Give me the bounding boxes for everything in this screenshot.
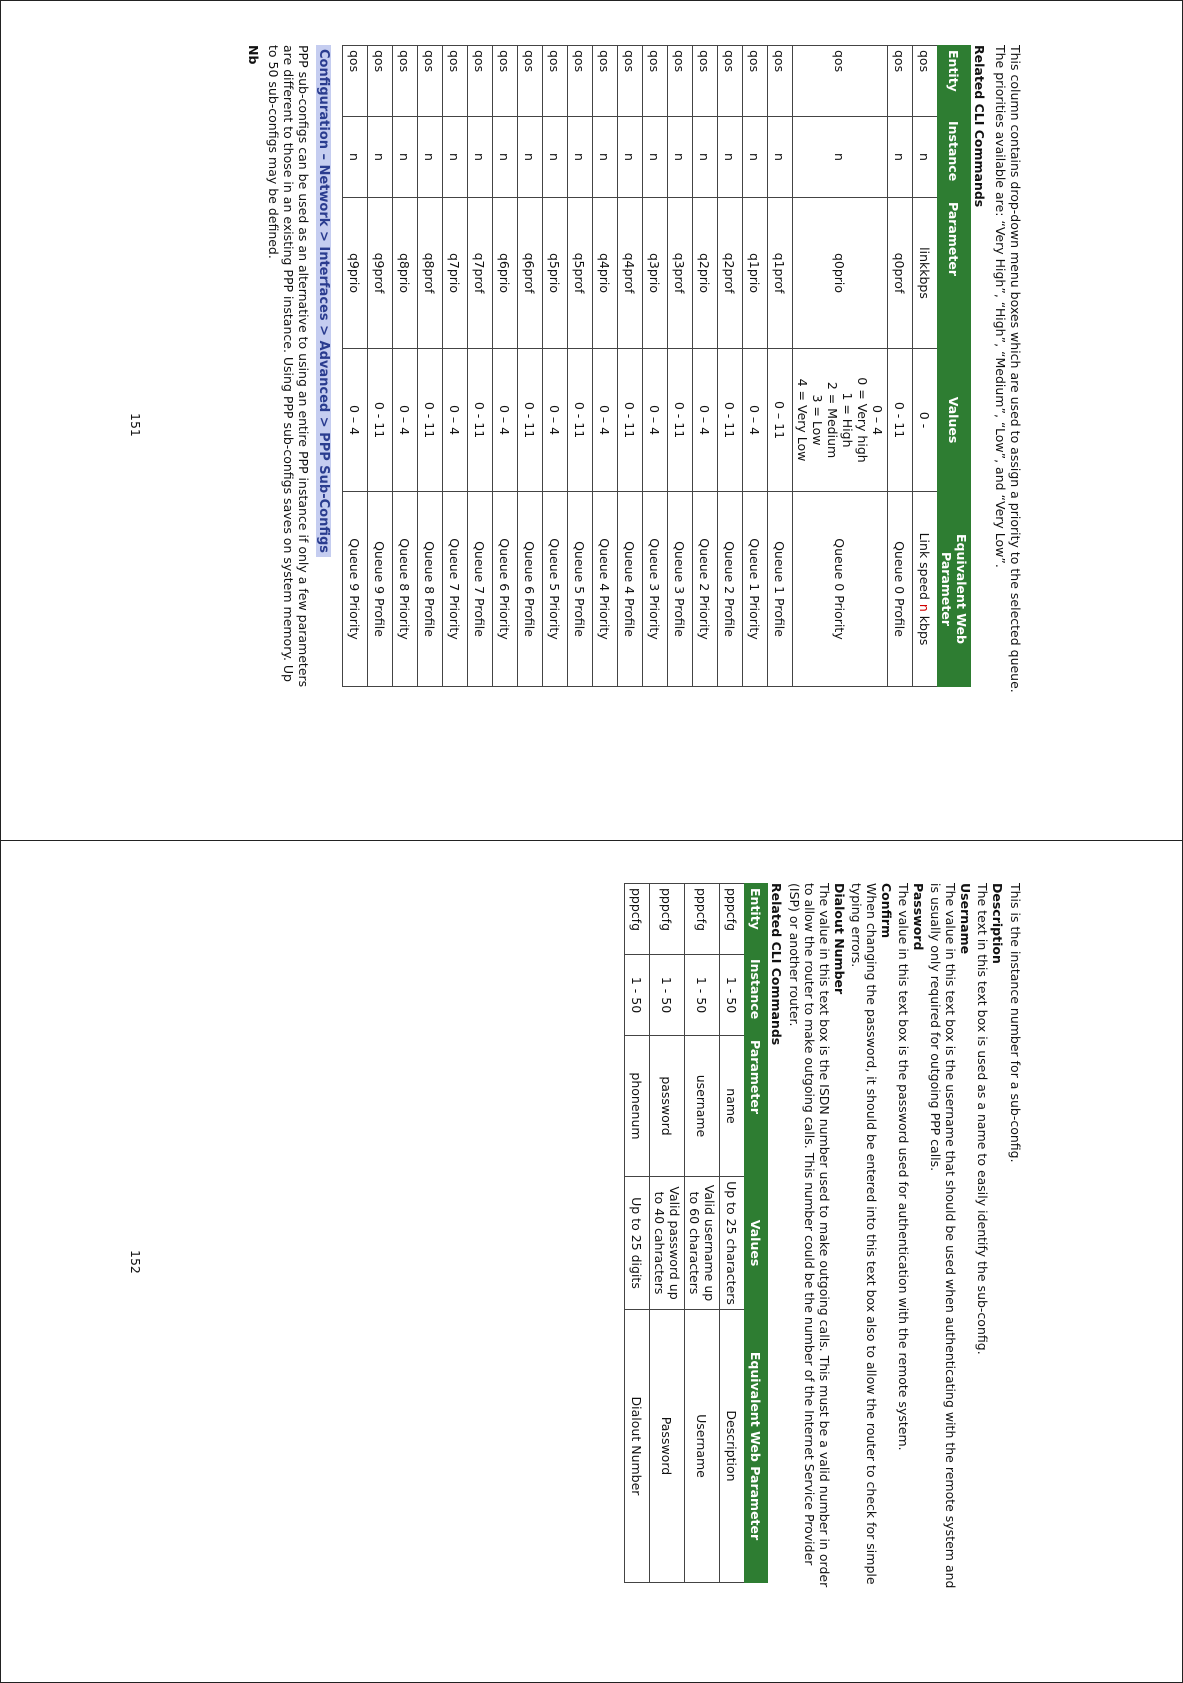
- cell-entity: qos: [718, 46, 743, 117]
- table-row: [720, 884, 745, 1583]
- field-text: The value in this text box is the username that should be used when authenticating with the remote system and is usually only required for outgoing PPP calls.: [928, 883, 958, 1589]
- cell-instance: n: [493, 117, 518, 198]
- cell-parameter: q2prof: [718, 198, 743, 349]
- table-row: [418, 46, 443, 687]
- table-header-row: [938, 46, 971, 687]
- field-text: The value in this text box is the ISDN number used to make outgoing calls. This must be a valid number in order to allow the router to make outgoing calls. This number could be the number of the Internet Service Provider (ISP) or another router.: [787, 883, 832, 1588]
- table-row: [718, 46, 743, 687]
- table-row: [343, 46, 368, 687]
- cell-entity: pppcfg: [625, 884, 650, 955]
- table-row: [618, 46, 643, 687]
- cell-values: 0 – 4: [593, 349, 618, 492]
- cell-parameter: q7prio: [443, 198, 468, 349]
- table-row: [643, 46, 668, 687]
- cell-web-parameter: Queue 1 Profile: [768, 492, 793, 687]
- cell-values: 0 – 4: [543, 349, 568, 492]
- cell-entity: qos: [618, 46, 643, 117]
- cell-parameter: q6prio: [493, 198, 518, 349]
- cell-values: 0 -: [913, 349, 938, 492]
- cell-entity: pppcfg: [685, 884, 720, 955]
- cell-parameter: q3prof: [668, 198, 693, 349]
- field-title: Dialout Number: [832, 883, 847, 995]
- cell-parameter: q2prio: [693, 198, 718, 349]
- cell-parameter: q9prio: [343, 198, 368, 349]
- cell-entity: qos: [668, 46, 693, 117]
- cell-entity: qos: [768, 46, 793, 117]
- cell-parameter: q0prio: [793, 198, 888, 349]
- cell-web-parameter: Queue 8 Priority: [393, 492, 418, 687]
- table-row: [568, 46, 593, 687]
- cell-web-parameter: Queue 9 Profile: [368, 492, 393, 687]
- header-entity: Entity: [745, 884, 768, 955]
- cell-web-parameter: Queue 0 Priority: [793, 492, 888, 687]
- cell-entity: qos: [518, 46, 543, 117]
- cell-values: 0 - 11: [468, 349, 493, 492]
- cell-instance: n: [793, 117, 888, 198]
- cell-parameter: q4prio: [593, 198, 618, 349]
- page-number-151: 151: [128, 413, 143, 437]
- cell-values: 0 - 11: [418, 349, 443, 492]
- cell-values: 0 - 11: [568, 349, 593, 492]
- header-instance: Instance: [745, 955, 768, 1036]
- field-text: The text in this text box is used as a name to easily identify the sub-config.: [975, 883, 990, 1355]
- cell-entity: qos: [643, 46, 668, 117]
- field-title: Password: [911, 883, 926, 951]
- table-row: [518, 46, 543, 687]
- cell-web-parameter: Queue 6 Priority: [493, 492, 518, 687]
- cell-values: 0 – 4: [493, 349, 518, 492]
- cell-web-parameter: Queue 5 Priority: [543, 492, 568, 687]
- header-parameter: Parameter: [938, 198, 971, 349]
- page-number-152: 152: [128, 1250, 143, 1274]
- cell-instance: n: [368, 117, 393, 198]
- cell-web-parameter: Queue 4 Profile: [618, 492, 643, 687]
- page-152-content: [624, 883, 1023, 1593]
- cell-parameter: q9prof: [368, 198, 393, 349]
- cell-entity: qos: [543, 46, 568, 117]
- cell-values: 0 - 11: [368, 349, 393, 492]
- cell-web-parameter: Queue 0 Profile: [888, 492, 913, 687]
- cell-web-parameter: Queue 7 Priority: [443, 492, 468, 687]
- cell-instance: n: [393, 117, 418, 198]
- cell-parameter: linkkbps: [913, 198, 938, 349]
- cell-entity: pppcfg: [650, 884, 685, 955]
- cell-entity: qos: [913, 46, 938, 117]
- cell-entity: qos: [793, 46, 888, 117]
- table-row: [913, 46, 938, 687]
- cell-web-parameter: Queue 3 Priority: [643, 492, 668, 687]
- cell-instance: n: [668, 117, 693, 198]
- table-row: [793, 46, 888, 687]
- cell-web-parameter: Username: [685, 1310, 720, 1583]
- intro-text: This column contains drop-down menu boxes which are used to assign a priority to the selected queue. The priorities available are: “Very High”, “High”, “Medium”, “Low”, and “Very Low”.: [993, 45, 1023, 693]
- cell-parameter: q5prof: [568, 198, 593, 349]
- cell-parameter: q0prof: [888, 198, 913, 349]
- field-text: When changing the password, it should be entered into this text box also to allow the router to check for simple typing errors.: [849, 883, 879, 1585]
- cell-web-parameter: Link speed n kbps: [913, 492, 938, 687]
- cell-entity: qos: [368, 46, 393, 117]
- cell-parameter: name: [720, 1036, 745, 1177]
- header-values: Values: [745, 1177, 768, 1310]
- cell-instance: n: [743, 117, 768, 198]
- cell-instance: n: [568, 117, 593, 198]
- cell-web-parameter: Queue 1 Priority: [743, 492, 768, 687]
- cell-entity: qos: [493, 46, 518, 117]
- cell-entity: qos: [888, 46, 913, 117]
- cell-instance: 1 - 50: [625, 955, 650, 1036]
- cell-values: 0 - 11: [668, 349, 693, 492]
- header-entity: Entity: [938, 46, 971, 117]
- cell-parameter: username: [685, 1036, 720, 1177]
- cell-parameter: q5prio: [543, 198, 568, 349]
- field-descriptions: [787, 883, 1005, 1593]
- table-row: [543, 46, 568, 687]
- cell-entity: qos: [393, 46, 418, 117]
- cell-instance: n: [913, 117, 938, 198]
- cell-instance: n: [543, 117, 568, 198]
- cell-instance: n: [718, 117, 743, 198]
- cell-web-parameter: Queue 2 Profile: [718, 492, 743, 687]
- cell-web-parameter: Queue 7 Profile: [468, 492, 493, 687]
- cell-values: 0 - 11: [718, 349, 743, 492]
- cell-instance: 1 - 50: [685, 955, 720, 1036]
- table-row: [650, 884, 685, 1583]
- page-divider: [0, 840, 1183, 841]
- table-row: [393, 46, 418, 687]
- intro-text-152: This is the instance number for a sub-config.: [1008, 883, 1023, 1163]
- cell-parameter: q4prof: [618, 198, 643, 349]
- cell-web-parameter: Description: [720, 1310, 745, 1583]
- cell-instance: n: [643, 117, 668, 198]
- cell-parameter: q1prio: [743, 198, 768, 349]
- cell-values: 0 – 4: [693, 349, 718, 492]
- cell-instance: n: [418, 117, 443, 198]
- table-row: [685, 884, 720, 1583]
- cell-values: Valid username up to 60 characters: [685, 1177, 720, 1310]
- cell-web-parameter: Queue 9 Priority: [343, 492, 368, 687]
- cell-web-parameter: Queue 8 Profile: [418, 492, 443, 687]
- cell-values: 0 – 4: [643, 349, 668, 492]
- table-row: [625, 884, 650, 1583]
- table-row: [493, 46, 518, 687]
- table-row: [888, 46, 913, 687]
- table-row: [443, 46, 468, 687]
- cell-web-parameter: Queue 6 Profile: [518, 492, 543, 687]
- cell-values: Valid password up to 40 cahracters: [650, 1177, 685, 1310]
- header-web-parameter: Equivalent Web Parameter: [745, 1310, 768, 1583]
- table-row: [368, 46, 393, 687]
- header-parameter: Parameter: [745, 1036, 768, 1177]
- cli-table-qos: [342, 45, 971, 687]
- cell-parameter: q8prio: [393, 198, 418, 349]
- cell-values: 0 – 4: [343, 349, 368, 492]
- nb-label: Nb: [246, 45, 261, 65]
- header-instance: Instance: [938, 117, 971, 198]
- cell-entity: qos: [593, 46, 618, 117]
- cell-entity: qos: [468, 46, 493, 117]
- cell-entity: qos: [418, 46, 443, 117]
- cell-instance: n: [693, 117, 718, 198]
- cell-parameter: q6prof: [518, 198, 543, 349]
- cell-values: Up to 25 characters: [720, 1177, 745, 1310]
- page-151-content: [246, 45, 1023, 695]
- cell-instance: n: [468, 117, 493, 198]
- cell-web-parameter: Queue 2 Priority: [693, 492, 718, 687]
- cell-parameter: q3prio: [643, 198, 668, 349]
- cell-values: Up to 25 digits: [625, 1177, 650, 1310]
- cell-web-parameter: Password: [650, 1310, 685, 1583]
- cell-values: 0 – 4: [393, 349, 418, 492]
- cell-web-parameter: Queue 5 Profile: [568, 492, 593, 687]
- cell-web-parameter: Queue 4 Priority: [593, 492, 618, 687]
- cell-values: 0 - 11: [618, 349, 643, 492]
- table-row: [593, 46, 618, 687]
- cell-values: 0 - 11: [518, 349, 543, 492]
- field-title: Description: [990, 883, 1005, 964]
- cell-instance: 1 - 50: [720, 955, 745, 1036]
- table-row: [693, 46, 718, 687]
- cell-values: 0 – 4 0 = Very high 1 = High 2 = Medium 3 = Low 4 = Very Low: [793, 349, 888, 492]
- header-web-parameter: Equivalent Web Parameter: [938, 492, 971, 687]
- cell-entity: qos: [743, 46, 768, 117]
- cell-instance: n: [593, 117, 618, 198]
- table-row: [743, 46, 768, 687]
- cell-parameter: phonenum: [625, 1036, 650, 1177]
- cell-entity: pppcfg: [720, 884, 745, 955]
- table-row: [768, 46, 793, 687]
- cell-instance: n: [443, 117, 468, 198]
- section-title: Configuration – Network > Interfaces > Advanced > PPP Sub-Configs: [316, 45, 331, 557]
- cell-values: 0 - 11: [888, 349, 913, 492]
- cell-instance: n: [768, 117, 793, 198]
- cell-parameter: q7prof: [468, 198, 493, 349]
- cell-instance: n: [618, 117, 643, 198]
- cell-entity: qos: [693, 46, 718, 117]
- cell-instance: n: [888, 117, 913, 198]
- cli-table-pppcfg: [624, 883, 768, 1583]
- field-title: Username: [958, 883, 973, 955]
- header-values: Values: [938, 349, 971, 492]
- cell-entity: qos: [568, 46, 593, 117]
- cell-parameter: q1prof: [768, 198, 793, 349]
- table-header-row: [745, 884, 768, 1583]
- cell-values: 0 – 4: [443, 349, 468, 492]
- table-row: [668, 46, 693, 687]
- cell-web-parameter: Queue 3 Profile: [668, 492, 693, 687]
- field-title: Confirm: [879, 883, 894, 939]
- cell-web-parameter: Dialout Number: [625, 1310, 650, 1583]
- cell-instance: 1 - 50: [650, 955, 685, 1036]
- field-text: The value in this text box is the password used for authentication with the remote system.: [896, 883, 911, 1451]
- cell-parameter: q8prof: [418, 198, 443, 349]
- table-row: [468, 46, 493, 687]
- cell-values: 0 – 4: [743, 349, 768, 492]
- cell-entity: qos: [443, 46, 468, 117]
- cell-instance: n: [518, 117, 543, 198]
- cell-parameter: password: [650, 1036, 685, 1177]
- cell-entity: qos: [343, 46, 368, 117]
- cell-instance: n: [343, 117, 368, 198]
- cli-heading-152: Related CLI Commands: [769, 883, 784, 1046]
- cli-heading: Related CLI Commands: [972, 45, 987, 208]
- cell-values: 0 – 11: [768, 349, 793, 492]
- section-text: PPP sub-configs can be used as an alternative to using an entire PPP instance if only a few parameters are different to those in an existing PPP instance. Using PPP sub-configs saves on system memory. Up to 50 sub-configs may be defined.: [266, 45, 311, 688]
